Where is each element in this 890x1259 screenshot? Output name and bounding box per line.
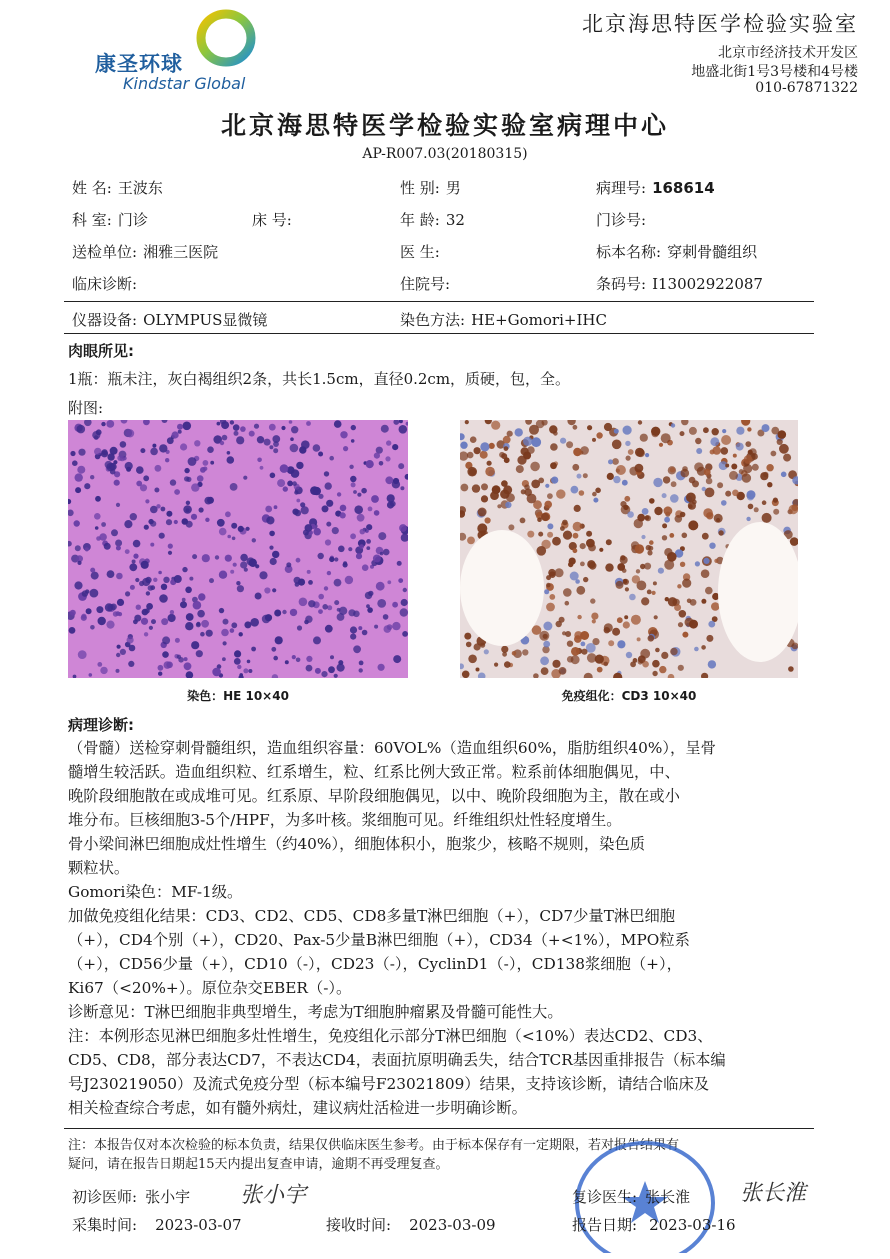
diagnosis-note-line: 相关检查综合考虑，如有髓外病灶，建议病灶活检进一步明确诊断。	[68, 1099, 527, 1117]
he-micrograph	[68, 420, 408, 678]
he-stain-image	[68, 420, 408, 678]
dept-value: 门诊	[117, 211, 148, 229]
age-label: 年 龄:	[400, 211, 440, 229]
report-date-field	[572, 1214, 736, 1235]
cd3-ihc-image	[460, 420, 798, 678]
diagnosis-line: 晚阶段细胞散在或成堆可见。红系原、早阶段细胞偶见，以中、晚阶段细胞为主，散在或小	[68, 787, 680, 805]
report-label: 报告日期:	[572, 1216, 638, 1234]
cd3-micrograph	[460, 420, 798, 678]
review-doctor-signature: 张长淮	[740, 1181, 807, 1206]
equipment-value: OLYMPUS显微镜	[143, 311, 268, 329]
first-doctor-field	[72, 1186, 190, 1207]
gross-heading: 肉眼所见:	[68, 342, 134, 360]
first-doctor-label: 初诊医师:	[72, 1188, 138, 1206]
receive-time-field	[326, 1214, 496, 1235]
lab-name: 北京海思特医学检验实验室	[582, 12, 858, 36]
pathology-no-field	[596, 177, 715, 198]
kindstar-ring-logo	[195, 8, 257, 68]
figures-label: 附图:	[68, 399, 104, 417]
collect-label: 采集时间:	[72, 1216, 138, 1234]
he-caption: 染色：HE 10×40	[187, 689, 289, 703]
divider-2	[64, 333, 814, 334]
logo-cn-text: 康圣环球	[95, 52, 183, 76]
doctor-label: 医 生:	[400, 243, 440, 261]
lab-address-1: 北京市经济技术开发区	[718, 45, 858, 61]
equipment-label: 仪器设备:	[72, 311, 138, 329]
stain-field	[400, 309, 607, 330]
receive-date: 2023-03-09	[409, 1216, 496, 1234]
divider-3	[64, 1128, 814, 1129]
diagnosis-note-line: 号J230219050）及流式免疫分型（标本编号F23021809）结果，支持该诊断，请结合临床及	[68, 1075, 710, 1093]
kindstar-logo	[95, 8, 265, 92]
review-doctor-field	[572, 1186, 690, 1207]
diagnosis-line: 骨小梁间淋巴细胞成灶性增生（约40%），细胞体积小，胞浆少，核略不规则，染色质	[68, 835, 646, 853]
diagnosis-note-line: CD5、CD8，部分表达CD7，不表达CD4，表面抗原明确丢失，结合TCR基因重排报告（标本编	[68, 1051, 726, 1069]
bed-label: 床 号:	[252, 211, 292, 229]
document-code: AP-R007.03(20180315)	[362, 146, 528, 162]
stain-label: 染色方法:	[400, 311, 466, 329]
doctor-field	[400, 241, 446, 262]
lab-address-2: 地盛北街1号3号楼和4号楼	[691, 64, 858, 80]
diagnosis-note-line: 注：本例形态见淋巴细胞多灶性增生，免疫组化示部分T淋巴细胞（<10%）表达CD2、CD3、	[68, 1027, 713, 1045]
age-value: 32	[445, 211, 465, 229]
gender-field	[400, 177, 461, 198]
first-doctor-signature: 张小宇	[240, 1183, 307, 1208]
gender-value: 男	[445, 179, 461, 197]
patient-name: 王波东	[117, 179, 163, 197]
review-doctor-name: 张长淮	[645, 1188, 691, 1206]
stain-value: HE+Gomori+IHC	[471, 311, 607, 329]
disclaimer-line-2: 疑问，请在报告日期起15天内提出复查申请，逾期不再受理复查。	[68, 1157, 449, 1172]
specimen-value: 穿刺骨髓组织	[667, 243, 758, 261]
barcode-label: 条码号:	[596, 275, 647, 293]
pathology-no-label: 病理号:	[596, 179, 647, 197]
equipment-field	[72, 309, 267, 330]
review-doctor-label: 复诊医生:	[572, 1188, 638, 1206]
dept-label: 科 室:	[72, 211, 112, 229]
diagnosis-line: Gomori染色：MF-1级。	[68, 883, 243, 901]
report-date: 2023-03-16	[649, 1216, 736, 1234]
gender-label: 性 别:	[400, 179, 440, 197]
age-field	[400, 209, 465, 230]
name-label: 姓 名:	[72, 179, 112, 197]
logo-en-text: Kindstar Global	[123, 74, 246, 93]
bed-field	[252, 209, 298, 230]
pathology-no: 168614	[652, 179, 715, 197]
diagnosis-line: 堆分布。巨核细胞3-5个/HPF，为多叶核。浆细胞可见。纤维组织灶性轻度增生。	[68, 811, 622, 829]
sender-field	[72, 241, 218, 262]
diagnosis-line: （+），CD4个别（+），CD20、Pax-5少量B淋巴细胞（+），CD34（+<1%），MPO粒系	[68, 931, 690, 949]
barcode-value: I13002922087	[652, 275, 763, 293]
diagnosis-line: （+），CD56少量（+），CD10（-），CD23（-），CyclinD1（-），CD138浆细胞（+），	[68, 955, 682, 973]
receive-label: 接收时间:	[326, 1216, 392, 1234]
specimen-field	[596, 241, 757, 262]
diagnosis-heading: 病理诊断:	[68, 716, 134, 734]
clinical-label: 临床诊断:	[72, 275, 138, 293]
disclaimer-line-1: 注：本报告仅对本次检验的标本负责，结果仅供临床医生参考。由于标本保存有一定期限，若对报告结果有	[68, 1138, 680, 1153]
diagnosis-line: 颗粒状。	[68, 859, 130, 877]
outpatient-field	[596, 209, 652, 230]
diagnosis-line: 髓增生较活跃。造血组织粒、红系增生，粒、红系比例大致正常。粒系前体细胞偶见，中、	[68, 763, 680, 781]
dept-field	[72, 209, 148, 230]
divider-1	[64, 301, 814, 302]
sender-label: 送检单位:	[72, 243, 138, 261]
patient-name-field	[72, 177, 163, 198]
inpatient-field	[400, 273, 456, 294]
barcode-field	[596, 273, 763, 294]
diagnosis-line: 加做免疫组化结果：CD3、CD2、CD5、CD8多量T淋巴细胞（+），CD7少量T淋巴细胞	[68, 907, 676, 925]
lab-phone: 010-67871322	[755, 80, 858, 96]
specimen-label: 标本名称:	[596, 243, 662, 261]
report-title: 北京海思特医学检验实验室病理中心	[220, 111, 669, 140]
sender-value: 湘雅三医院	[143, 243, 219, 261]
collect-date: 2023-03-07	[155, 1216, 242, 1234]
gross-text: 1瓶：瓶未注，灰白褐组织2条，共长1.5cm，直径0.2cm，质硬，包，全。	[68, 370, 571, 388]
diagnosis-line: Ki67（<20%+）。原位杂交EBER（-）。	[68, 979, 352, 997]
collect-time-field	[72, 1214, 242, 1235]
diagnosis-line: （骨髓）送检穿刺骨髓组织，造血组织容量：60VOL%（造血组织60%，脂肪组织40%），呈骨	[68, 739, 716, 757]
inpatient-label: 住院号:	[400, 275, 451, 293]
first-doctor-name: 张小宇	[145, 1188, 191, 1206]
outpatient-label: 门诊号:	[596, 211, 647, 229]
cd3-caption: 免疫组化：CD3 10×40	[561, 689, 697, 703]
clinical-field	[72, 273, 143, 294]
diagnosis-opinion: 诊断意见：T淋巴细胞非典型增生，考虑为T细胞肿瘤累及骨髓可能性大。	[68, 1003, 563, 1021]
